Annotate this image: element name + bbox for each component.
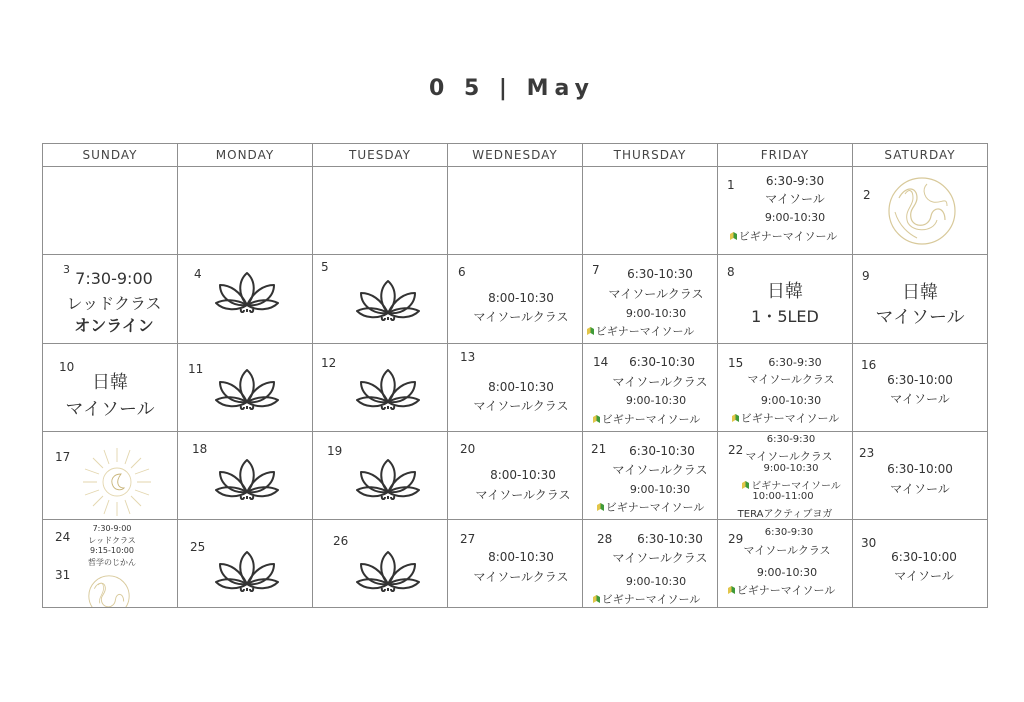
day-cell-17 [43,432,178,520]
lotus-icon [214,366,280,410]
day-cell-30 [853,520,987,607]
beginner-leaf-icon [592,414,601,424]
day-cell-5 [313,255,448,344]
full-moon-icon [85,574,133,607]
schedule-time: 9:00-10:30 [625,307,687,320]
schedule-time: 8:00-10:30 [488,291,554,305]
beginner-leaf-icon [729,231,738,241]
schedule-time: 9:15-10:00 [90,546,134,555]
schedule-time: 9:00-10:30 [625,575,687,588]
day-number: 11 [188,362,204,376]
schedule-class: TERAアクティブヨガ [737,509,833,520]
schedule-note: マイソール [65,399,155,420]
schedule-class: レッドクラス [66,294,162,313]
day-number: 31 [55,568,71,582]
day-number: 23 [859,446,875,460]
weekday-sunday: SUNDAY [43,144,178,166]
day-cell-empty [448,166,583,255]
day-number: 20 [460,442,476,456]
lotus-icon [355,277,421,321]
lotus-icon [355,366,421,410]
day-cell-8 [718,255,853,344]
day-number: 24 [55,530,71,544]
schedule-time: 9:00-10:30 [629,483,691,496]
beginner-leaf-icon [586,326,595,336]
day-cell-14 [583,344,718,432]
schedule-class: マイソールクラス [608,287,704,301]
schedule-class: マイソールクラス [745,450,833,463]
day-cell-23 [853,432,987,520]
day-cell-25 [178,520,313,607]
schedule-time: 9:00-10:30 [756,566,818,579]
schedule-class: マイソールクラス [612,551,708,565]
schedule-time: 8:00-10:30 [490,468,556,482]
schedule-class: レッドクラス [88,536,136,545]
schedule-class: マイソール [765,192,825,206]
schedule-class: マイソール [890,482,950,496]
schedule-class: 哲学のじかん [88,558,136,567]
schedule-class: ビギナーマイソール [583,499,717,515]
schedule-class: マイソールクラス [473,399,569,413]
beginner-leaf-icon [592,594,601,604]
lotus-icon [355,548,421,592]
schedule-class: マイソールクラス [475,488,571,502]
day-number: 2 [863,188,871,202]
day-number: 27 [460,532,476,546]
schedule-class: ビギナーマイソール [583,411,713,427]
day-cell-6 [448,255,583,344]
weekday-monday: MONDAY [178,144,313,166]
day-cell-18 [178,432,313,520]
beginner-leaf-icon [731,413,740,423]
schedule-class: マイソールクラス [747,373,835,386]
day-number: 30 [861,536,877,550]
lotus-icon [214,269,280,313]
weekday-header [43,144,987,167]
day-number: 5 [321,260,329,274]
schedule-time: 6:30-10:00 [891,550,957,564]
weekday-wednesday: WEDNESDAY [448,144,583,166]
schedule-class: マイソールクラス [473,310,569,324]
schedule-class: ビギナーマイソール [718,410,852,426]
day-number: 17 [55,450,71,464]
day-number: 6 [458,265,466,279]
day-number: 7 [592,263,600,277]
schedule-class: マイソールクラス [612,463,708,477]
schedule-time: 6:30-10:30 [629,355,695,369]
beginner-leaf-icon [727,585,736,595]
day-cell-1 [718,166,853,255]
day-cell-empty [313,166,448,255]
day-cell-9 [853,255,987,344]
schedule-class: ビギナーマイソール [583,591,713,607]
lotus-icon [214,548,280,592]
schedule-time: 6:30-9:30 [765,174,825,188]
day-cell-16 [853,344,987,432]
weekday-friday: FRIDAY [718,144,853,166]
page-title: 0 5 | May [428,76,596,101]
day-cell-28 [583,520,718,607]
day-cell-13 [448,344,583,432]
day-number: 8 [727,265,735,279]
beginner-leaf-icon [596,502,605,512]
day-cell-15 [718,344,853,432]
day-number: 1 [727,178,735,192]
schedule-time: 6:30-9:30 [766,434,816,445]
day-cell-7 [583,255,718,344]
day-number: 25 [190,540,206,554]
full-moon-icon [887,176,957,246]
schedule-note: 日韓 [767,281,803,302]
schedule-time: 9:00-10:30 [625,394,687,407]
schedule-note: マイソール [875,307,965,328]
day-cell-4 [178,255,313,344]
schedule-time: 7:30-9:00 [75,269,153,288]
schedule-class: マイソールクラス [473,570,569,584]
day-cell-3 [43,255,178,344]
schedule-time: 9:00-10:30 [760,394,822,407]
day-cell-empty [178,166,313,255]
day-cell-empty [43,166,178,255]
day-cell-12 [313,344,448,432]
beginner-leaf-icon [741,480,750,490]
schedule-time: 6:30-10:00 [887,462,953,476]
schedule-note: 1・5LED [751,307,819,326]
day-number: 12 [321,356,337,370]
day-number: 18 [192,442,208,456]
schedule-note: 日韓 [92,372,128,393]
schedule-time: 7:30-9:00 [92,524,132,533]
day-cell-empty [583,166,718,255]
day-cell-22 [718,432,853,520]
day-number: 21 [591,442,607,456]
schedule-time: 8:00-10:30 [488,550,554,564]
day-cell-27 [448,520,583,607]
day-cell-24 [43,520,178,607]
schedule-time: 6:30-9:30 [768,356,822,369]
day-number: 3 [63,263,70,276]
schedule-note: オンライン [74,316,154,335]
day-number: 15 [728,356,744,370]
schedule-class: マイソールクラス [612,375,708,389]
lotus-icon [355,456,421,500]
day-number: 13 [460,350,476,364]
day-number: 19 [327,444,343,458]
schedule-time: 10:00-11:00 [752,491,814,502]
day-number: 26 [333,534,349,548]
schedule-class: マイソール [894,569,954,583]
day-number: 10 [59,360,75,374]
weekday-thursday: THURSDAY [583,144,718,166]
schedule-time: 8:00-10:30 [488,380,554,394]
day-number: 29 [728,532,744,546]
schedule-time: 6:30-10:30 [637,532,703,546]
schedule-time: 9:00-10:30 [763,463,819,474]
schedule-class: ビギナーマイソール [724,477,853,492]
day-number: 28 [597,532,613,546]
day-cell-2 [853,166,987,255]
schedule-time: 6:30-10:30 [627,267,693,281]
day-number: 4 [194,267,202,281]
new-moon-icon [77,442,157,520]
schedule-time: 6:30-9:30 [764,527,814,538]
day-number: 14 [593,355,609,369]
day-number: 22 [728,443,744,457]
schedule-time: 6:30-10:00 [887,373,953,387]
lotus-icon [214,456,280,500]
schedule-time: 9:00-10:30 [764,211,826,224]
weekday-saturday: SATURDAY [884,148,956,162]
schedule-class: ビギナーマイソール [718,582,848,598]
weekday-tuesday: TUESDAY [313,144,448,166]
day-cell-26 [313,520,448,607]
schedule-time: 6:30-10:30 [629,444,695,458]
day-cell-20 [448,432,583,520]
day-cell-21 [583,432,718,520]
day-number: 9 [862,269,870,283]
day-number: 16 [861,358,877,372]
day-cell-10 [43,344,178,432]
day-cell-11 [178,344,313,432]
schedule-class: マイソール [890,392,950,406]
schedule-class: マイソールクラス [743,544,831,557]
schedule-note: 日韓 [902,282,938,303]
calendar-grid [42,143,988,608]
schedule-class: ビギナーマイソール [718,228,850,244]
schedule-class: ビギナーマイソール [583,323,707,339]
day-cell-19 [313,432,448,520]
day-cell-29 [718,520,853,607]
